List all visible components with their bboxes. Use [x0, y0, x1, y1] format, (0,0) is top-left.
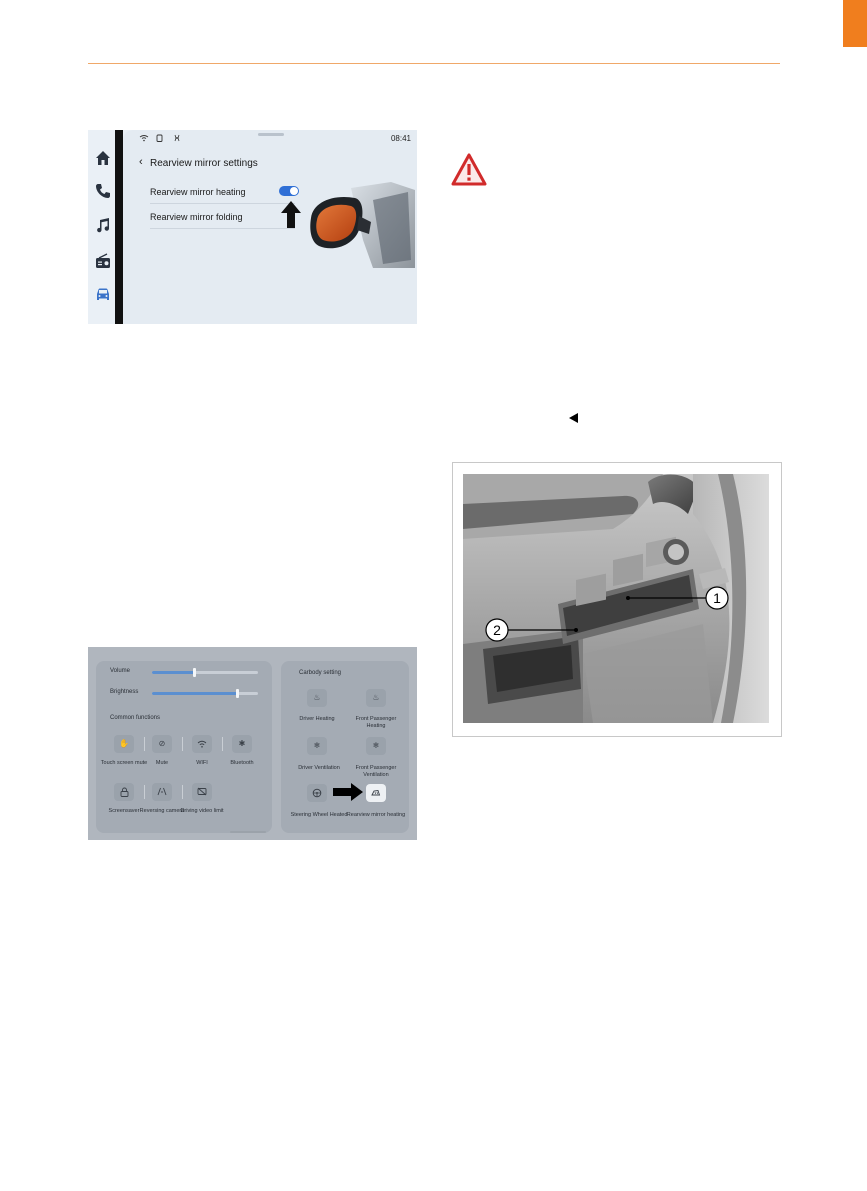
driving-video-limit-label: Driving video limit	[180, 808, 224, 814]
reversing-camera-label: Reversing camera	[139, 808, 185, 814]
divider	[182, 785, 183, 799]
hand-icon: ✋	[119, 739, 129, 748]
common-functions-title: Common functions	[110, 715, 161, 721]
front-passenger-ventilation-button[interactable]	[366, 737, 386, 755]
screen-bezel	[115, 130, 123, 324]
screensaver-label: Screensaver	[108, 808, 140, 814]
settings-content	[123, 130, 417, 324]
reversing-camera-button[interactable]	[152, 783, 172, 801]
wifi-icon	[197, 740, 207, 748]
driving-video-limit-button[interactable]	[192, 783, 212, 801]
divider	[144, 737, 145, 751]
bluetooth-icon: ✱	[238, 739, 246, 748]
driver-heating-label: Driver Heating	[299, 716, 335, 722]
mirror-heat-icon	[370, 788, 382, 798]
brightness-fill	[152, 692, 237, 695]
volume-knob[interactable]	[193, 668, 196, 677]
seat-heat-icon: ♨	[313, 693, 321, 702]
mirror-settings-screen	[88, 130, 417, 324]
steering-wheel-heated-button[interactable]	[307, 784, 327, 802]
setting-label: Rearview mirror folding	[150, 212, 243, 222]
setting-row-mirror-heating[interactable]	[150, 187, 295, 204]
steering-heat-icon	[312, 788, 322, 798]
divider	[144, 785, 145, 799]
callout-number-2: 2	[493, 622, 501, 638]
mute-label: Mute	[155, 760, 169, 766]
wifi-button[interactable]	[192, 735, 212, 753]
driver-ventilation-button[interactable]	[307, 737, 327, 755]
home-indicator	[230, 831, 266, 833]
carbody-setting-title: Carbody setting	[299, 670, 342, 676]
status-icons	[139, 134, 197, 144]
mirror-heating-toggle[interactable]	[279, 186, 299, 196]
touch-screen-mute-label: Touch screen mute	[100, 760, 148, 766]
driver-ventilation-label: Driver Ventilation	[298, 765, 340, 771]
bluetooth-button[interactable]	[232, 735, 252, 753]
front-passenger-ventilation-label: Front Passenger Ventilation	[355, 765, 397, 778]
touch-screen-mute-button[interactable]	[114, 735, 134, 753]
back-chevron-icon[interactable]: ‹	[139, 156, 143, 168]
steering-wheel-heated-label: Steering Wheel Heated	[290, 812, 348, 818]
carbody-panel	[281, 661, 409, 833]
divider	[222, 737, 223, 751]
radio-icon[interactable]	[94, 252, 112, 270]
brightness-label: Brightness	[110, 689, 139, 695]
seat-vent-icon: ❄	[372, 741, 380, 750]
phone-icon[interactable]	[94, 182, 112, 200]
page-title: Rearview mirror settings	[150, 158, 258, 169]
volume-fill	[152, 671, 194, 674]
status-clock: 08:41	[390, 134, 411, 143]
callout-number-1: 1	[713, 590, 721, 606]
rearview-mirror-heating-label: Rearview mirror heating	[346, 812, 406, 818]
driver-heating-button[interactable]	[307, 689, 327, 707]
front-passenger-heating-button[interactable]	[366, 689, 386, 707]
camera-icon	[157, 787, 167, 796]
bluetooth-label: Bluetooth	[230, 760, 254, 766]
warning-icon	[451, 153, 487, 186]
volume-slider[interactable]	[152, 671, 258, 674]
seat-vent-icon: ❄	[313, 741, 321, 750]
setting-label: Rearview mirror heating	[150, 187, 246, 197]
chapter-tab	[843, 0, 867, 47]
right-arrow-icon	[332, 782, 364, 802]
brightness-knob[interactable]	[236, 689, 239, 698]
music-icon[interactable]	[94, 216, 112, 234]
left-triangle-marker-icon	[567, 412, 579, 424]
brightness-slider[interactable]	[152, 692, 258, 695]
setting-row-mirror-folding[interactable]	[150, 212, 295, 229]
video-off-icon	[197, 787, 207, 796]
quick-settings-screen	[88, 647, 417, 840]
volume-label: Volume	[110, 668, 131, 674]
header-rule	[88, 63, 780, 64]
nav-sidebar	[88, 130, 118, 324]
divider	[182, 737, 183, 751]
home-icon[interactable]	[94, 149, 112, 167]
front-passenger-heating-label: Front Passenger Heating	[355, 716, 397, 729]
mute-button[interactable]	[152, 735, 172, 753]
rearview-mirror-heating-button[interactable]	[366, 784, 386, 802]
seat-heat-icon: ♨	[372, 693, 380, 702]
mute-icon: ⊘	[158, 739, 166, 748]
lock-icon	[120, 787, 129, 797]
pull-handle[interactable]	[258, 133, 284, 136]
door-switch-photo	[463, 474, 769, 723]
heated-mirror-illustration	[303, 180, 417, 270]
screensaver-button[interactable]	[114, 783, 134, 801]
wifi-label: WIFI	[196, 760, 208, 766]
car-icon[interactable]	[94, 286, 112, 304]
